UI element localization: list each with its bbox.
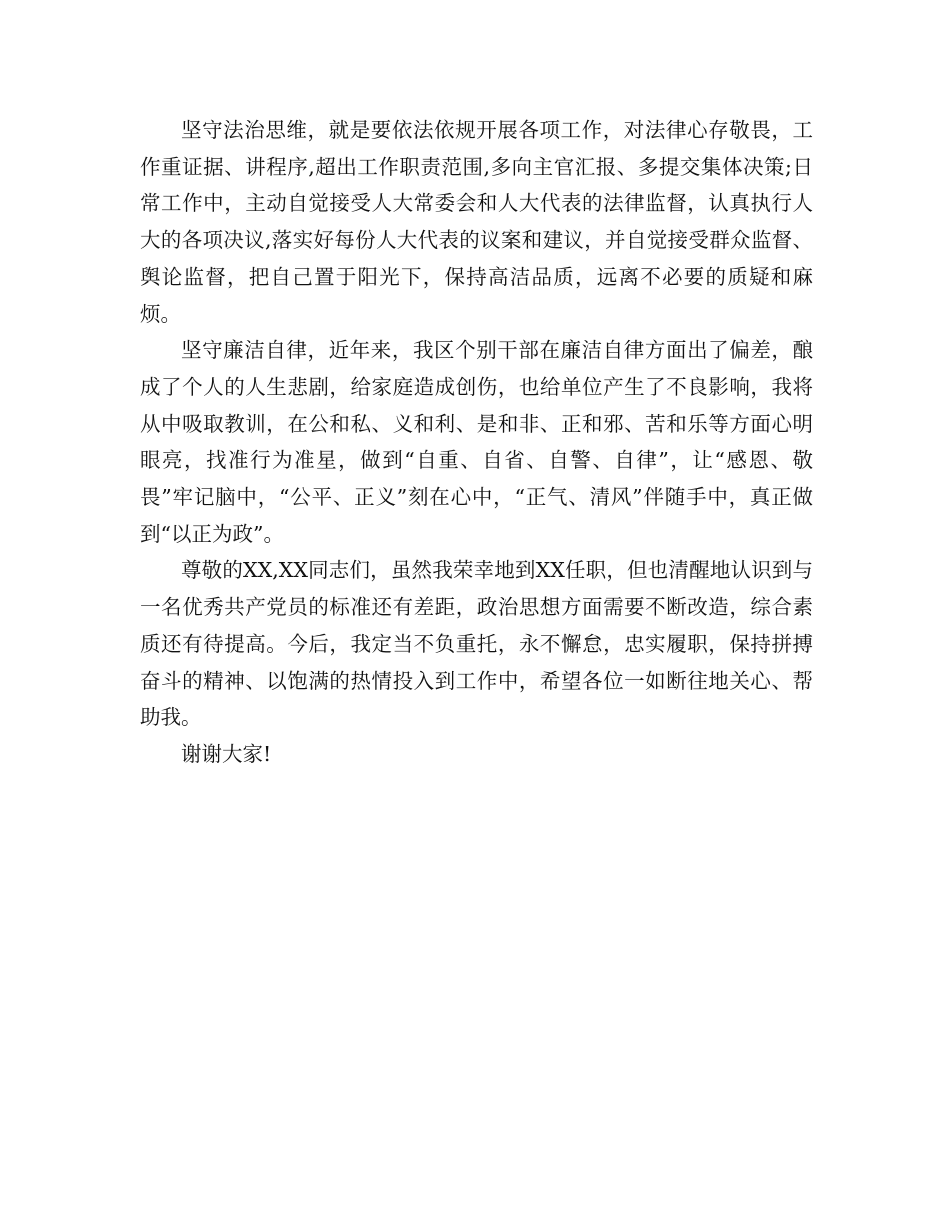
paragraph-commitment: 尊敬的XX,XX同志们，虽然我荣幸地到XX任职，但也清醒地认识到与一名优秀共产党员的标准还有差距，政治思想方面需要不断改造，综合素质还有待提高。今后，我定当不负重托，永不懈怠，忠实履职，保持拼搏奋斗的精神、以饱满的热情投入到工作中，希望各位一如断往地关心、帮助我。 (140, 558, 813, 730)
paragraph-thanks: 谢谢大家! (181, 741, 272, 766)
paragraph-integrity: 坚守廉洁自律，近年来，我区个别干部在廉洁自律方面出了偏差，酿成了个人的人生悲剧，给家庭造成创伤，也给单位产生了不良影响，我将从中吸取教训，在公和私、义和利、是和非、正和邪、苦和乐等方面心明眼亮，找准行为准星，做到“自重、自省、自警、自律”，让“感恩、敬畏”牢记脑中，“公平、正义”刻在心中，“正气、清风”伴随手中，真正做到“以正为政”。 (140, 338, 813, 546)
paragraph-rule-of-law: 坚守法治思维，就是要依法依规开展各项工作，对法律心存敬畏，工作重证据、讲程序,超出工作职责范围,多向主官汇报、多提交集体决策;日常工作中，主动自觉接受人大常委会和人大代表的法律监督，认真执行人大的各项决议,落实好每份人大代表的议案和建议，并自觉接受群众监督、舆论监督，把自己置于阳光下，保持高洁品质，远离不必要的质疑和麻烦。 (140, 118, 813, 326)
document-body (140, 112, 813, 773)
